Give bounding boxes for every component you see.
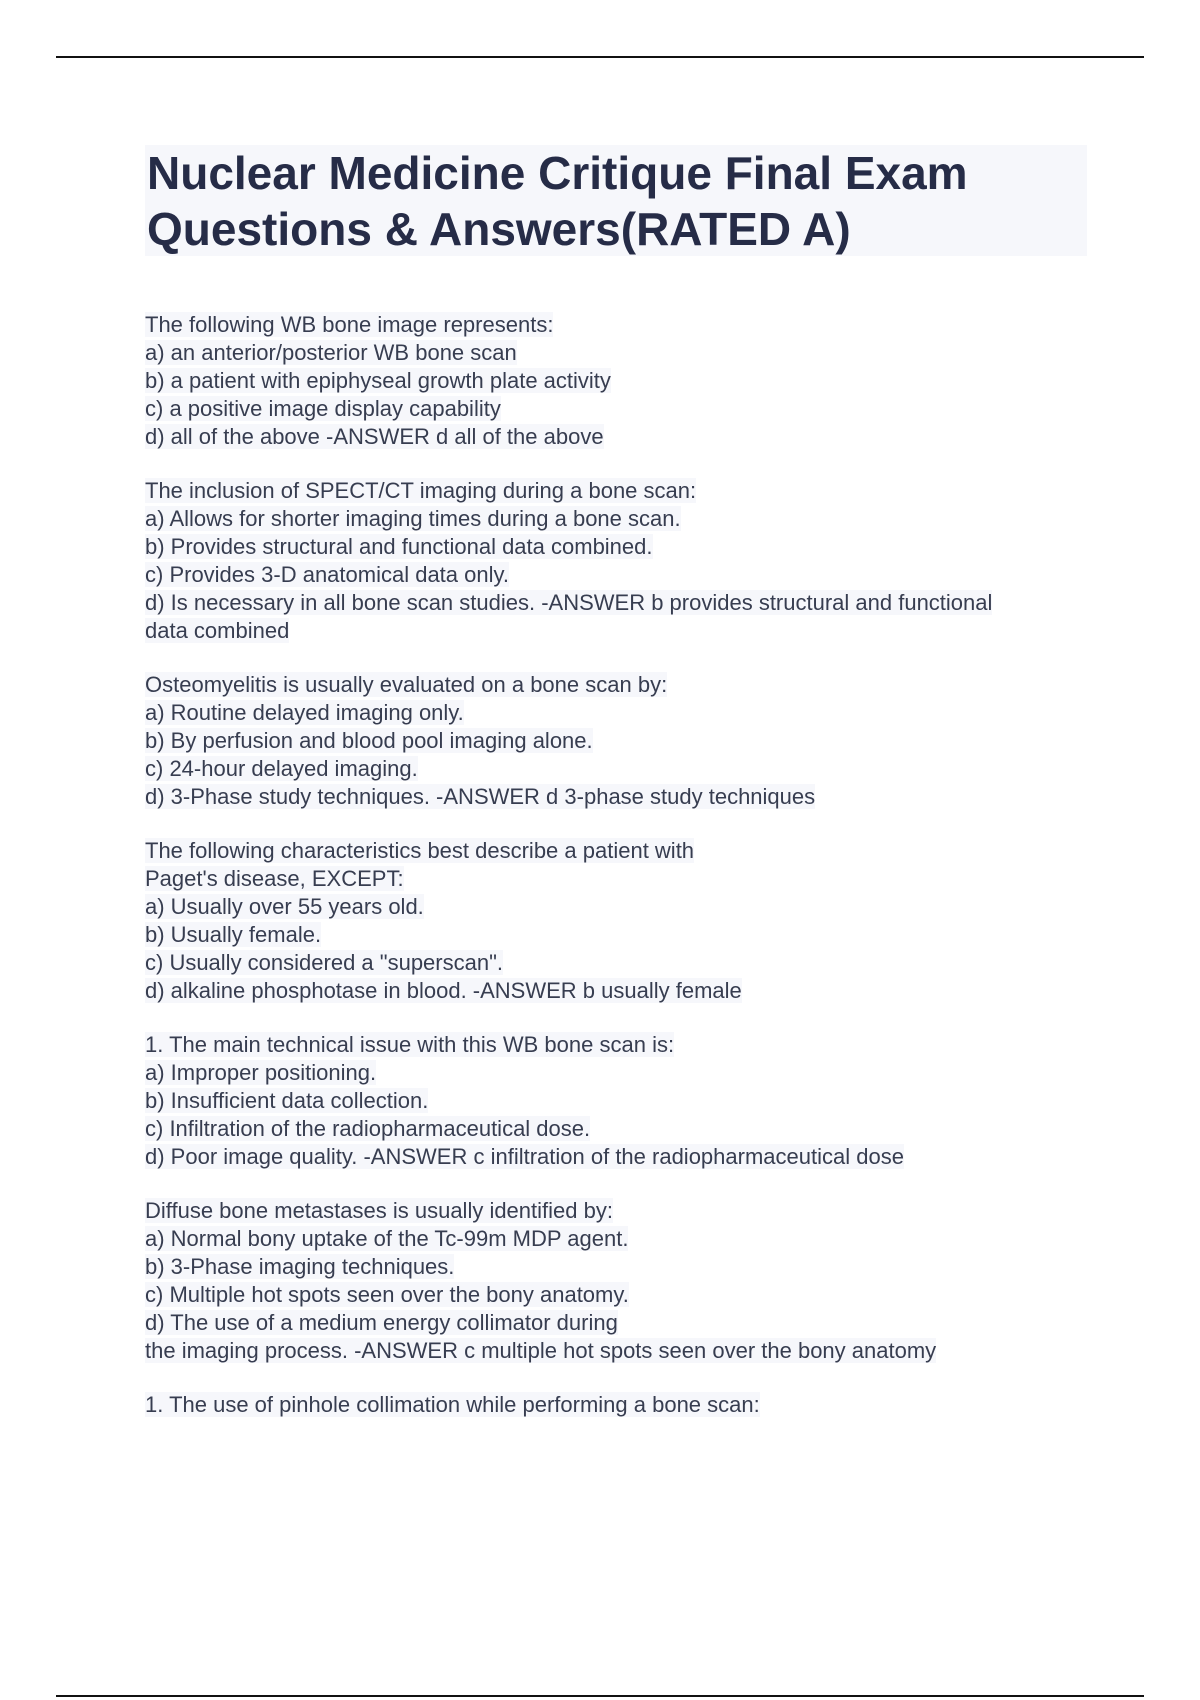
question-text: The following characteristics best describe a patient with <box>145 838 695 863</box>
answer-option: a) Improper positioning. <box>145 1060 377 1085</box>
answer-option: b) Provides structural and functional data combined. <box>145 534 653 559</box>
question-text: Osteomyelitis is usually evaluated on a bone scan by: <box>145 672 668 697</box>
question-block <box>145 1031 1105 1171</box>
answer-continuation: data combined <box>145 618 290 643</box>
question-block <box>145 311 1105 451</box>
question-text: 1. The main technical issue with this WB bone scan is: <box>145 1032 675 1057</box>
answer-option: b) By perfusion and blood pool imaging alone. <box>145 728 593 753</box>
answer-option: a) an anterior/posterior WB bone scan <box>145 340 517 365</box>
answer-option: b) Usually female. <box>145 922 322 947</box>
title-block <box>145 145 1087 256</box>
answer-option: c) Provides 3-D anatomical data only. <box>145 562 509 587</box>
answer-option: b) 3-Phase imaging techniques. <box>145 1254 455 1279</box>
answer-option: a) Allows for shorter imaging times during a bone scan. <box>145 506 681 531</box>
answer-option: b) a patient with epiphyseal growth plate activity <box>145 368 611 393</box>
document-title <box>145 145 1087 257</box>
question-block <box>145 477 1105 645</box>
answer-option: a) Usually over 55 years old. <box>145 894 424 919</box>
answer-option-with-answer: d) Is necessary in all bone scan studies. -ANSWER b provides structural and functional <box>145 590 993 615</box>
answer-option-with-answer: d) Poor image quality. -ANSWER c infiltration of the radiopharmaceutical dose <box>145 1144 904 1169</box>
question-block <box>145 837 1105 1005</box>
title-line-1: Nuclear Medicine Critique Final Exam <box>147 147 968 199</box>
question-block <box>145 1197 1105 1365</box>
question-text: Diffuse bone metastases is usually identified by: <box>145 1198 613 1223</box>
answer-option-with-answer: the imaging process. -ANSWER c multiple hot spots seen over the bony anatomy <box>145 1338 937 1363</box>
question-text: 1. The use of pinhole collimation while performing a bone scan: <box>145 1392 760 1417</box>
answer-option-with-answer: d) alkaline phosphotase in blood. -ANSWER b usually female <box>145 978 742 1003</box>
answer-option: c) Infiltration of the radiopharmaceutical dose. <box>145 1116 591 1141</box>
question-text: The following WB bone image represents: <box>145 312 554 337</box>
answer-option: d) The use of a medium energy collimator during <box>145 1310 618 1335</box>
question-list <box>145 311 1105 1445</box>
answer-option: a) Normal bony uptake of the Tc-99m MDP agent. <box>145 1226 629 1251</box>
answer-option: c) Usually considered a "superscan". <box>145 950 504 975</box>
bottom-rule <box>56 1695 1144 1697</box>
answer-option: c) 24-hour delayed imaging. <box>145 756 418 781</box>
answer-option: b) Insufficient data collection. <box>145 1088 429 1113</box>
answer-option: a) Routine delayed imaging only. <box>145 700 464 725</box>
title-line-2: Questions & Answers(RATED A) <box>147 203 851 255</box>
answer-option: c) Multiple hot spots seen over the bony anatomy. <box>145 1282 629 1307</box>
answer-option: c) a positive image display capability <box>145 396 501 421</box>
question-text-continuation: Paget's disease, EXCEPT: <box>145 866 404 891</box>
answer-option-with-answer: d) 3-Phase study techniques. -ANSWER d 3-phase study techniques <box>145 784 816 809</box>
top-rule <box>56 56 1144 58</box>
answer-option-with-answer: d) all of the above -ANSWER d all of the above <box>145 424 604 449</box>
question-text: The inclusion of SPECT/CT imaging during a bone scan: <box>145 478 697 503</box>
question-block <box>145 671 1105 811</box>
question-block <box>145 1391 1105 1419</box>
